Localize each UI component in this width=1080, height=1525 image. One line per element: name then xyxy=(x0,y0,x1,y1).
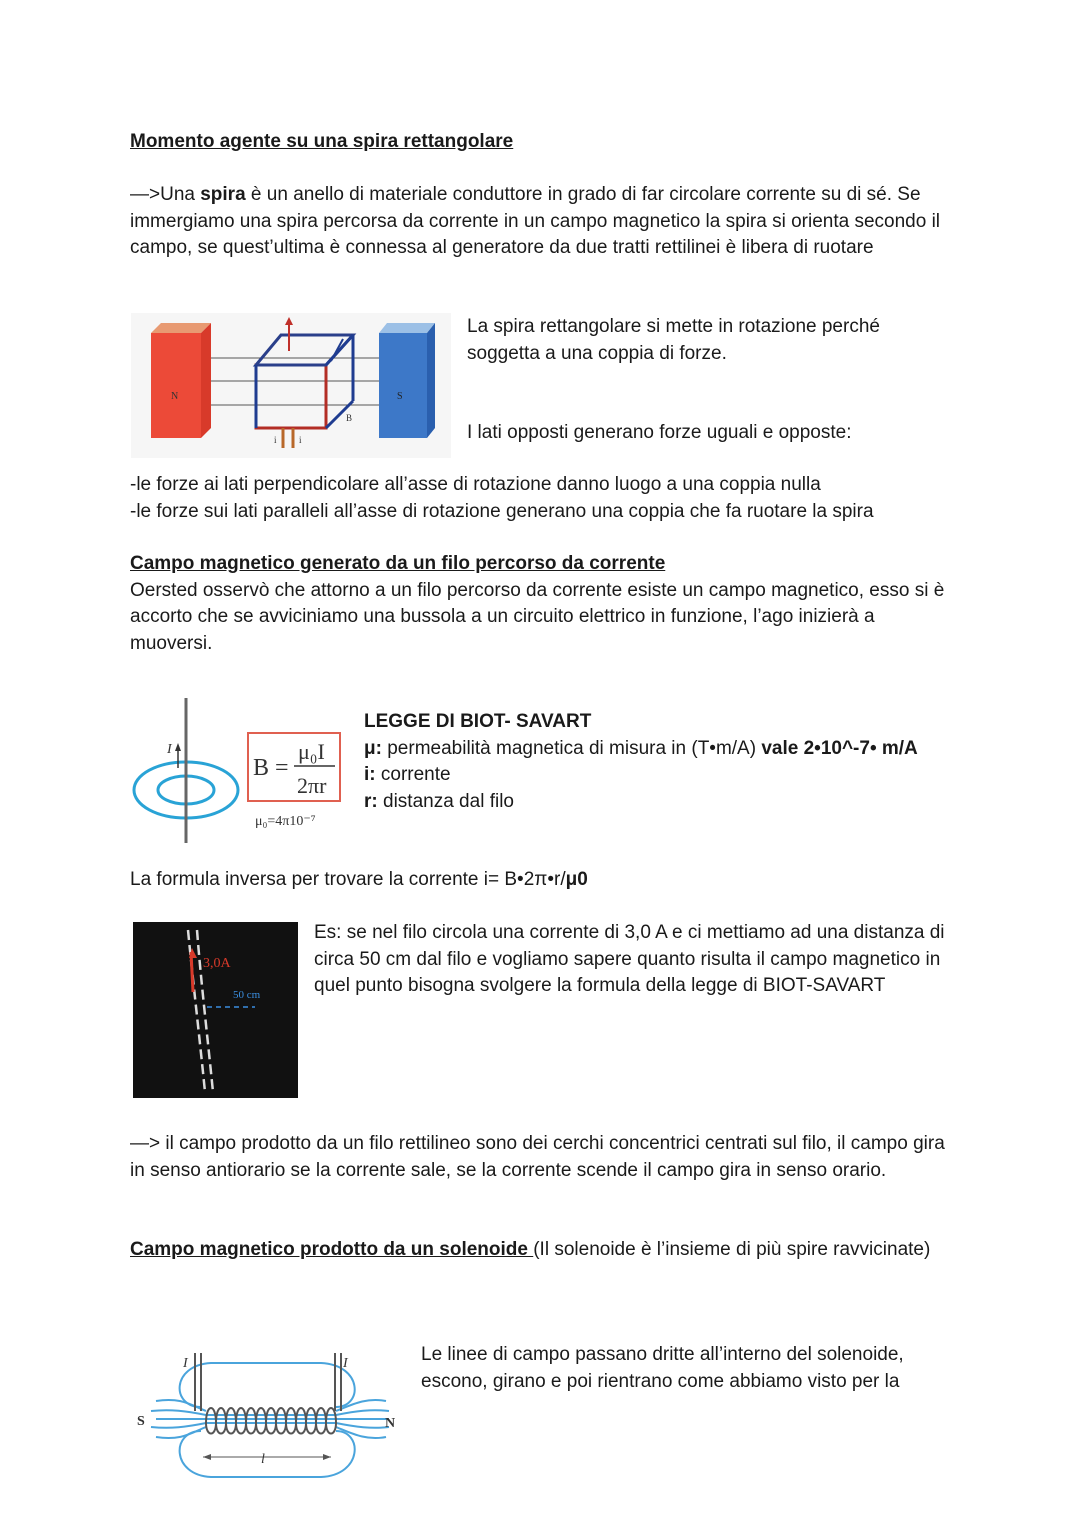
law-title: LEGGE DI BIOT- SAVART xyxy=(364,711,592,732)
svg-text:I: I xyxy=(343,1356,348,1371)
biot-savart-legend: LEGGE DI BIOT- SAVART μ: permeabilità magnetica di misura in (T•m/A) vale 2•10^-7• m/A i: corrente r: distanza dal filo xyxy=(364,709,964,815)
section-heading-spira: Momento agente su una spira rettangolare xyxy=(130,131,514,152)
svg-text:N: N xyxy=(171,391,179,402)
svg-text:I: I xyxy=(183,1356,188,1371)
paragraph-spira-intro: —>Una spira è un anello di materiale conduttore in grado di far circolare corrente su di sé. Se immergiamo una spira percorsa da corrente in un campo magnetico la spira si orienta secondo il campo, se quest’ultima è connessa al generatore da due tratti rettilinei è libera di ruotare xyxy=(130,184,941,258)
solenoid-side-text: Le linee di campo passano dritte all’interno del solenoide, escono, girano e poi rientrano come abbiamo visto per la xyxy=(421,1344,904,1392)
inverse-formula-line: La formula inversa per trovare la corrente i= B•2π•r/μ0 xyxy=(130,869,588,890)
paragraph-oersted: Oersted osservò che attorno a un filo percorso da corrente esiste un campo magnetico, esso si è accorto che se avviciniamo una bussola a un circuito elettrico in funzione, l’ago inizierà a muoversi. xyxy=(130,579,945,654)
biot-savart-figure xyxy=(131,693,351,848)
list-item: -le forze sui lati paralleli all’asse di rotazione generano una coppia che fa ruotare la spira xyxy=(130,500,874,522)
svg-text:3,0A: 3,0A xyxy=(203,956,231,971)
list-item: -le forze ai lati perpendicolare all’asse di rotazione danno luogo a una coppia nulla xyxy=(130,474,821,495)
section-heading-solenoide: Campo magnetico prodotto da un solenoide (Il solenoide è l’insieme di più spire ravvicinate) xyxy=(130,1239,931,1260)
wire-sketch-image xyxy=(133,922,298,1098)
forces-list xyxy=(130,472,960,525)
svg-text:μ₀I: μ₀I xyxy=(298,739,325,764)
svg-text:50 cm: 50 cm xyxy=(233,989,261,1001)
rectangular-loop-figure xyxy=(131,313,451,458)
svg-text:l: l xyxy=(261,1452,265,1467)
spira-side-text-2: I lati opposti generano forze uguali e opposte: xyxy=(467,422,852,443)
section-heading-filo: Campo magnetico generato da un filo percorso da corrente Oersted osservò che attorno a un filo percorso da corrente esiste un campo magnetico, esso si è accorto che se avviciniamo una bussola a un circuito elettrico in funzione, l’ago inizierà a muoversi. xyxy=(130,551,960,657)
conclusion-paragraph: —> il campo prodotto da un filo rettilineo sono dei cerchi concentrici centrati sul filo, il campo gira in senso antiorario se la corrente sale, se la corrente scende il campo gira in senso orario. xyxy=(130,1133,945,1181)
svg-text:i: i xyxy=(274,435,277,445)
svg-text:B =: B = xyxy=(253,755,289,781)
svg-text:i: i xyxy=(299,435,302,445)
svg-text:S: S xyxy=(137,1414,145,1429)
solenoid-figure xyxy=(131,1345,406,1485)
svg-text:B: B xyxy=(346,413,353,423)
svg-text:I: I xyxy=(167,742,172,757)
svg-text:μ₀=4π10⁻⁷: μ₀=4π10⁻⁷ xyxy=(255,814,316,829)
svg-text:2πr: 2πr xyxy=(297,773,327,798)
spira-side-text: La spira rettangolare si mette in rotazione perché soggetta a una coppia di forze. xyxy=(467,316,880,364)
example-text: Es: se nel filo circola una corrente di 3,0 A e ci mettiamo ad una distanza di circa 50 cm dal filo e vogliamo sapere quanto risulta il campo magnetico in quel punto bisogna svolgere la formula della legge di BIOT-SAVART xyxy=(314,922,945,996)
svg-text:N: N xyxy=(385,1416,396,1431)
svg-text:S: S xyxy=(397,391,403,402)
